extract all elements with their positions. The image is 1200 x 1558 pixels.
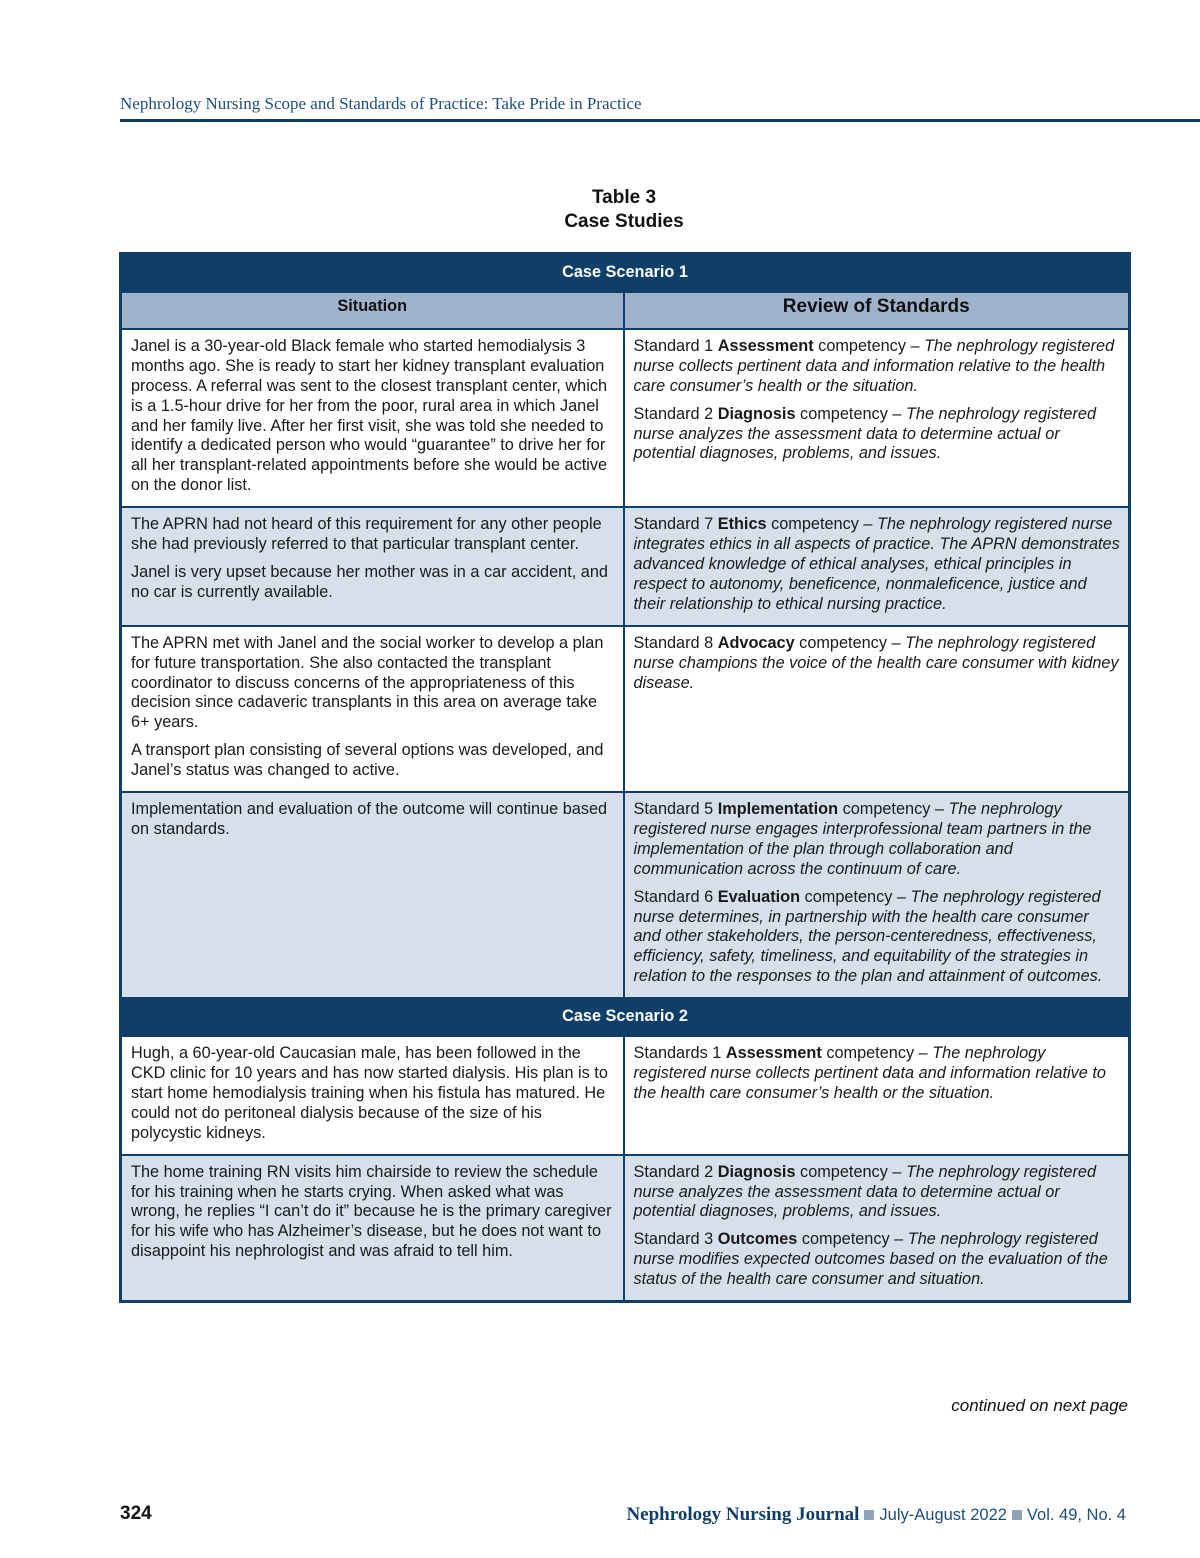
table-row <box>121 1155 1130 1302</box>
standard-term: Implementation <box>717 800 839 819</box>
review-cell <box>624 1155 1130 1302</box>
situation-cell <box>121 626 624 792</box>
standard-definition: The nephrology registered nurse determines, in partnership with the health care consumer and other stakeholders, the person-centeredness, effectiveness, efficiency, safety, timeliness, and equitability of the strategies in relation to the responses to the plan and attainment of outcomes. <box>633 887 1103 986</box>
standard-term: Evaluation <box>717 887 801 906</box>
header-rule <box>120 119 1200 122</box>
table-row <box>121 626 1130 792</box>
standard-definition: The nephrology registered nurse collects pertinent data and information relative to the health care consumer’s health or the situation. <box>633 336 1115 395</box>
situation-paragraph: The APRN met with Janel and the social worker to develop a plan for future transportation. She also contacted the transplant coordinator to discuss concerns of the appropriateness of this decision since cadaveric transplants in this area on average take 6+ years. <box>131 633 604 732</box>
situation-paragraph: The home training RN visits him chairside to review the schedule for his training when he starts crying. When asked what was wrong, he replies “I can’t do it” because he is the primary caregiver for his wife who has Alzheimer’s disease, but he does not want to disappoint his nephrologist and was afraid to tell him. <box>131 1162 612 1261</box>
standard-definition: The nephrology registered nurse integrates ethics in all aspects of practice. The APRN demonstrates advanced knowledge of ethical analyses, ethical principles in respect to autonomy, beneficence, nonmaleficence, justice and their relationship to ethical nursing practice. <box>633 515 1120 613</box>
standard-entry <box>634 1230 1121 1290</box>
standard-definition: The nephrology registered nurse engages interprofessional team partners in the implementation of the plan through collaboration and communication across the continuum of care. <box>633 800 1092 878</box>
standard-term: Assessment <box>717 336 814 355</box>
standard-number: Standard 8 <box>633 633 714 652</box>
continued-note: continued on next page <box>951 1396 1128 1415</box>
situation-paragraph: A transport plan consisting of several options was developed, and Janel’s status was changed to active. <box>131 741 604 780</box>
standard-number: Standard 2 <box>633 1162 714 1181</box>
review-cell <box>624 1036 1130 1155</box>
table-row <box>121 792 1130 998</box>
standard-competency: competency – <box>826 1044 928 1063</box>
standard-competency: competency – <box>842 800 944 819</box>
standard-term: Outcomes <box>717 1230 798 1249</box>
standard-number: Standard 6 <box>633 887 714 906</box>
standard-definition: The nephrology registered nurse modifies expected outcomes based on the evaluation of the status of the health care consumer and situation. <box>633 1230 1108 1289</box>
review-cell <box>624 329 1130 507</box>
table-row <box>121 507 1130 626</box>
standard-competency: competency – <box>799 633 901 652</box>
situation-paragraph: Janel is a 30-year-old Black female who started hemodialysis 3 months ago. She is ready to start her kidney transplant evaluation process. A referral was sent to the closest transplant center, which is a 1.5-hour drive for her from the poor, rural area in which Janel and her family live. After her first visit, she was told she needed to identify a dedicated person who would “guarantee” to drive her for all her transplant-related appointments before she would be active on the donor list. <box>131 336 608 495</box>
scenario-header-row <box>121 998 1130 1036</box>
situation-cell <box>121 507 624 626</box>
scenario-title: Case Scenario 1 <box>121 254 1130 292</box>
review-cell <box>624 626 1130 792</box>
standard-number: Standard 3 <box>633 1230 714 1249</box>
standard-definition: The nephrology registered nurse analyzes the assessment data to determine actual or potential diagnoses, problems, and issues. <box>633 404 1097 463</box>
situation-paragraph: Janel is very upset because her mother was in a car accident, and no car is currently available. <box>131 562 608 601</box>
review-cell <box>624 792 1130 998</box>
standard-competency: competency – <box>818 336 920 355</box>
situation-cell <box>121 792 624 998</box>
table-row <box>121 329 1130 507</box>
standard-competency: competency – <box>800 404 902 423</box>
standard-entry <box>634 337 1121 397</box>
situation-cell <box>121 1036 624 1155</box>
page-number: 324 <box>120 1503 152 1524</box>
table-caption: Case Studies <box>564 211 684 232</box>
table-row <box>121 1036 1130 1155</box>
situation-paragraph: Implementation and evaluation of the outcome will continue based on standards. <box>131 800 608 838</box>
standard-competency: competency – <box>800 1162 902 1181</box>
standard-definition: The nephrology registered nurse champions the voice of the health care consumer with kidney disease. <box>633 633 1119 692</box>
volume-issue: Vol. 49, No. 4 <box>1026 1506 1126 1524</box>
standard-term: Ethics <box>717 515 767 534</box>
standard-competency: competency – <box>801 1230 904 1249</box>
standard-term: Diagnosis <box>717 404 796 423</box>
standard-entry <box>634 800 1121 880</box>
standard-competency: competency – <box>804 887 906 906</box>
situation-cell <box>121 329 624 507</box>
table-label: Table 3 <box>591 187 657 208</box>
standard-number: Standard 7 <box>633 515 714 534</box>
standard-number: Standard 1 <box>633 336 714 355</box>
standard-competency: competency – <box>771 515 873 534</box>
standard-number: Standard 2 <box>633 404 714 423</box>
separator-square-icon <box>1012 1510 1022 1520</box>
journal-name: Nephrology Nursing Journal <box>626 1504 860 1525</box>
standard-number: Standards 1 <box>633 1044 722 1063</box>
standard-definition: The nephrology registered nurse collects pertinent data and information relative to the health care consumer’s health or the situation. <box>633 1044 1106 1102</box>
running-head: Nephrology Nursing Scope and Standards of Practice: Take Pride in Practice <box>120 94 642 113</box>
standard-entry <box>634 634 1121 694</box>
situation-paragraph: The APRN had not heard of this requirement for any other people she had previously referred to that particular transplant center. <box>131 515 602 554</box>
standard-term: Diagnosis <box>717 1162 796 1181</box>
issue-date: July-August 2022 <box>879 1506 1007 1524</box>
column-header-review: Review of Standards <box>624 292 1130 329</box>
situation-paragraph: Hugh, a 60-year-old Caucasian male, has been followed in the CKD clinic for 10 years and has now started dialysis. His plan is to start home hemodialysis training when his fistula has matured. He could not do peritoneal dialysis because of the size of his polycystic kidneys. <box>131 1044 608 1142</box>
standard-term: Advocacy <box>717 633 795 652</box>
standard-term: Assessment <box>725 1044 822 1063</box>
standard-entry <box>634 1163 1121 1223</box>
review-cell <box>624 507 1130 626</box>
situation-cell <box>121 1155 624 1302</box>
standard-number: Standard 5 <box>633 800 714 819</box>
column-header-row <box>121 292 1130 329</box>
case-studies-table <box>119 252 1131 1303</box>
scenario-header-row <box>121 254 1130 292</box>
standard-definition: The nephrology registered nurse analyzes the assessment data to determine actual or potential diagnoses, problems, and issues. <box>633 1162 1097 1221</box>
scenario-title: Case Scenario 2 <box>121 998 1130 1036</box>
standard-entry <box>634 888 1121 988</box>
separator-square-icon <box>864 1510 874 1520</box>
standard-entry <box>634 515 1121 615</box>
standard-entry <box>634 405 1121 465</box>
column-header-situation: Situation <box>121 292 624 329</box>
journal-footer <box>626 1504 1126 1526</box>
standard-entry <box>634 1044 1121 1104</box>
